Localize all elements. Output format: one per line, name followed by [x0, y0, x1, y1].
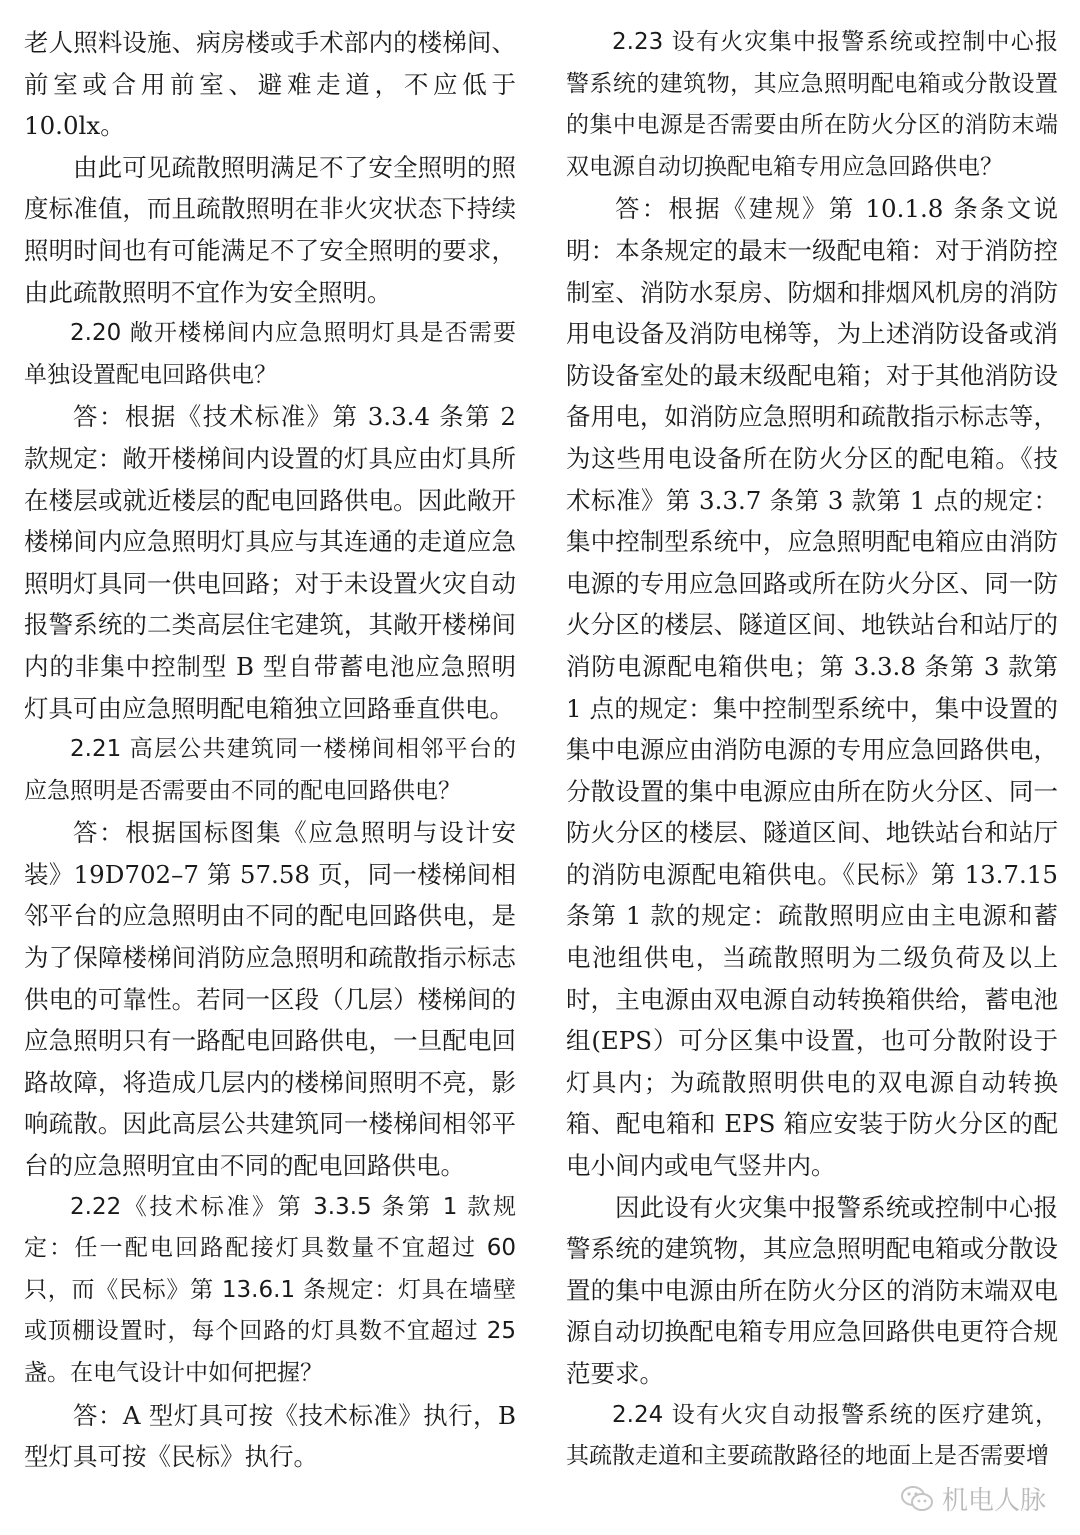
body-paragraph: 答：根据《建规》第 10.1.8 条条文说明：本条规定的最末一级配电箱：对于消防控制室、消防水泵房、防烟和排烟风机房的消防用电设备及消防电梯等，为上述消防设备或消防设备室处的最末级配电箱；对于其他消防设备用电，如消防应急照明和疏散指示标志等，为这些用电设备所在防火分区的配电箱。《技术标准》第 3.3.7 条第 3 款第 1 点的规定：集中控制型系统中，应急照明配电箱应由消防电源的专用应急回路或所在防火分区、同一防火分区的楼层、隧道区间、地铁站台和站厅的消防电源配电箱供电；第 3.3.8 条第 3 款第 1 点的规定：集中控制型系统中，集中设置的集中电源应由消防电源的专用应急回路供电，分散设置的集中电源应由所在防火分区、同一防火分区的楼层、隧道区间、地铁站台和站厅的消防电源配电箱供电。《民标》第 13.7.15 条第 1 款的规定：疏散照明应由主电源和蓄电池组供电，当疏散照明为二级负荷及以上时，主电源由双电源自动转换箱供给，蓄电池组(EPS）可分区集中设置，也可分散附设于灯具内；为疏散照明供电的双电源自动转换箱、配电箱和 EPS 箱应安装于防火分区的配电小间内或电气竖井内。	[566, 194, 1058, 1181]
body-paragraph: 因此设有火灾集中报警系统或控制中心报警系统的建筑物，其应急照明配电箱或分散设置的集中电源由所在防火分区的消防末端双电源自动切换配电箱专用应急回路供电更符合规范要求。	[566, 1192, 1058, 1388]
question-heading: 2.20 敞开楼梯间内应急照明灯具是否需要单独设置配电回路供电？	[24, 320, 516, 388]
body-paragraph: 由此可见疏散照明满足不了安全照明的照度标准值，而且疏散照明在非火灾状态下持续照明时间也有可能满足不了安全照明的要求，由此疏散照明不宜作为安全照明。	[24, 152, 516, 307]
body-paragraph: 答：A 型灯具可按《技术标准》执行，B 型灯具可按《民标》执行。	[24, 1400, 516, 1472]
question-heading: 2.23 设有火灾集中报警系统或控制中心报警系统的建筑物，其应急照明配电箱或分散设置的集中电源是否需要由所在防火分区的消防末端双电源自动切换配电箱专用应急回路供电？	[566, 29, 1058, 180]
watermark-text: 机电人脉	[941, 1486, 1046, 1516]
watermark	[900, 1480, 1046, 1517]
question-heading: 2.21 高层公共建筑同一楼梯间相邻平台的应急照明是否需要由不同的配电回路供电？	[24, 736, 516, 804]
wechat-icon	[900, 1484, 934, 1514]
body-paragraph: 答：根据国标图集《应急照明与设计安装》19D702–7 第 57.58 页，同一楼梯间相邻平台的应急照明由不同的配电回路供电，是为了保障楼梯间消防应急照明和疏散指示标志供电的可靠性。若同一区段（几层）楼梯间的应急照明只有一路配电回路供电，一旦配电回路故障，将造成几层内的楼梯间照明不亮，影响疏散。因此高层公共建筑同一楼梯间相邻平台的应急照明宜由不同的配电回路供电。	[24, 818, 516, 1181]
left-column	[24, 22, 516, 1478]
question-heading: 2.24 设有火灾自动报警系统的医疗建筑，其疏散走道和主要疏散路径的地面上是否需要增	[566, 1401, 1058, 1470]
question-heading: 2.22《技术标准》第 3.3.5 条第 1 款规定：任一配电回路配接灯具数量不宜超过 60 只，而《民标》第 13.6.1 条规定：灯具在墙壁或顶棚设置时，每个回路的灯具数不宜超过 25 盏。在电气设计中如何把握？	[24, 1193, 516, 1386]
body-paragraph: 老人照料设施、病房楼或手术部内的楼梯间、前室或合用前室、避难走道，不应低于 10.0lx。	[24, 28, 516, 141]
body-paragraph: 答：根据《技术标准》第 3.3.4 条第 2 款规定：敞开楼梯间内设置的灯具应由灯具所在楼层或就近楼层的配电回路供电。因此敞开楼梯间内应急照明灯具应与其连通的走道应急照明灯具同一供电回路；对于未设置火灾自动报警系统的二类高层住宅建筑，其敞开楼梯间内的非集中控制型 B 型自带蓄电池应急照明灯具可由应急照明配电箱独立回路垂直供电。	[24, 402, 516, 723]
right-column	[566, 22, 1058, 1478]
